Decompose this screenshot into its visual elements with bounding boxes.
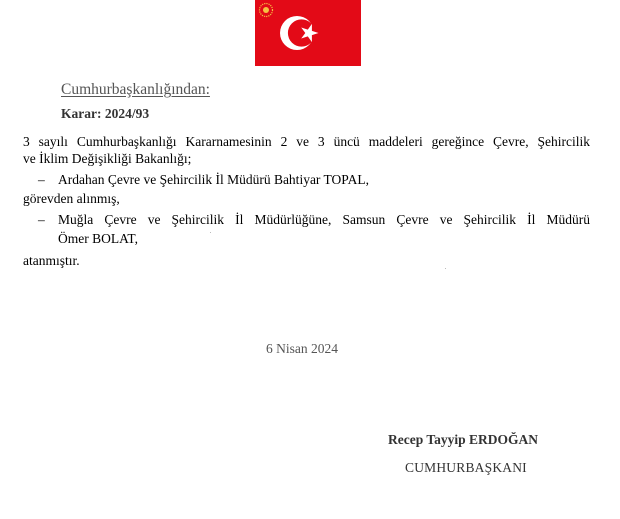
intro-line-1: 3 sayılı Cumhurbaşkanlığı Kararnamesinin 2 ve 3 üncü maddeleri gereğince Çevre, Şehircilik bbox=[23, 134, 590, 149]
appointment-item-line-1: Muğla Çevre ve Şehircilik İl Müdürlüğüne, Samsun Çevre ve Şehircilik İl Müdürü bbox=[58, 212, 590, 227]
appointment-item-line-2: Ömer BOLAT, bbox=[58, 231, 138, 246]
list-dash-2: – bbox=[38, 212, 45, 227]
appointed-text: atanmıştır. bbox=[23, 253, 80, 268]
intro-line-2: ve İklim Değişikliği Bakanlığı; bbox=[23, 151, 192, 166]
signer-name: Recep Tayyip ERDOĞAN bbox=[388, 432, 539, 447]
presidential-seal-icon bbox=[258, 2, 274, 18]
scan-speck bbox=[210, 232, 211, 233]
dismissed-text: görevden alınmış, bbox=[23, 191, 120, 206]
list-dash-1: – bbox=[38, 172, 45, 187]
signer-title: CUMHURBAŞKANI bbox=[405, 460, 527, 475]
decision-number: Karar: 2024/93 bbox=[61, 106, 150, 121]
dismissal-item: Ardahan Çevre ve Şehircilik İl Müdürü Bahtiyar TOPAL, bbox=[58, 172, 369, 187]
issuer-heading: Cumhurbaşkanlığından: bbox=[61, 81, 210, 98]
scan-speck bbox=[445, 268, 446, 269]
decision-date: 6 Nisan 2024 bbox=[266, 341, 338, 356]
